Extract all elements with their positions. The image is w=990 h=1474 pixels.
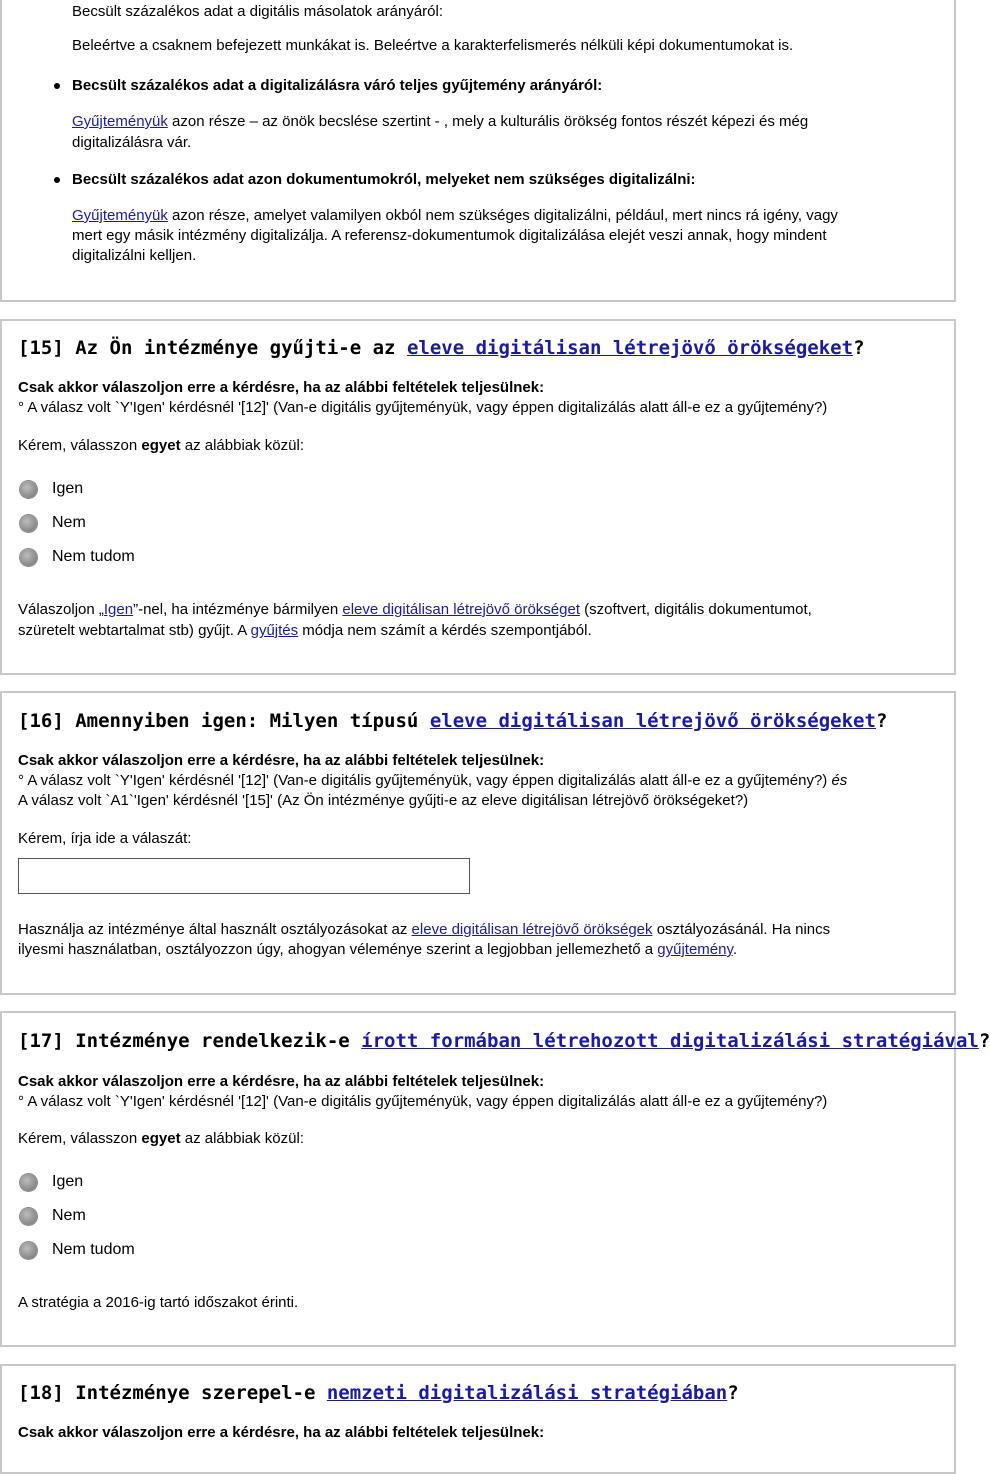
- radio-option-igen[interactable]: Igen: [20, 478, 83, 500]
- condition-title: Csak akkor válaszoljon erre a kérdésre, ha az alábbi feltételek teljesülnek:: [18, 1073, 545, 1090]
- help-text-cont: ilyesmi használatban, osztályozzon úgy, ahogyan véleménye szerint a legjobban jellemezhető a gyűjtemény.: [18, 941, 738, 958]
- condition-item: ° A válasz volt `Y'Igen' kérdésnél '[12]' (Van-e digitális gyűjteményük, vagy éppen digitalizálás alatt áll-e ez a gyűjtemény?) és: [18, 772, 848, 789]
- radio-button-icon[interactable]: [20, 1208, 37, 1225]
- radio-button-icon[interactable]: [20, 1242, 37, 1259]
- glossary-link-born-digital[interactable]: eleve digitálisan létrejövő örökségeket: [406, 337, 854, 359]
- glossary-link-digitization-strategy[interactable]: írott formában létrehozott digitalizálási stratégiával: [361, 1030, 979, 1052]
- awaiting-digitization-label: Becsült százalékos adat a digitalizálásra váró teljes gyűjtemény arányáról:: [72, 77, 603, 94]
- igen-link[interactable]: Igen: [103, 601, 134, 618]
- glossary-link-born-digital[interactable]: eleve digitálisan létrejövő örökségek: [411, 921, 653, 938]
- condition-title: Csak akkor válaszoljon erre a kérdésre, ha az alábbi feltételek teljesülnek:: [18, 379, 545, 396]
- radio-option-nem-tudom[interactable]: Nem tudom: [20, 1239, 135, 1261]
- glossary-link-gyujtemenyuk[interactable]: Gyűjteményük: [72, 207, 168, 224]
- bullet-icon: [54, 177, 60, 183]
- question-title-16: [16] Amennyiben igen: Milyen típusú eleve digitálisan létrejövő örökségeket?: [18, 710, 888, 732]
- glossary-link-gyujtemenyuk[interactable]: Gyűjteményük: [72, 113, 168, 130]
- question-block-18: [0, 1364, 956, 1474]
- radio-option-igen[interactable]: Igen: [20, 1171, 83, 1193]
- condition-item: A válasz volt `A1`'Igen' kérdésnél '[15]' (Az Ön intézménye gyűjti-e az eleve digitálisan létrejövő örökségeket?): [18, 792, 749, 809]
- glossary-link-gyujtes[interactable]: gyűjtés: [250, 622, 299, 639]
- question-title-18: [18] Intézménye szerepel-e nemzeti digitalizálási stratégiában?: [18, 1382, 739, 1404]
- radio-button-icon[interactable]: [20, 549, 37, 566]
- radio-button-icon[interactable]: [20, 1174, 37, 1191]
- help-text-cont: szüretelt webtartalmat stb) gyűjt. A gyűjtés módja nem számít a kérdés szempontjából.: [18, 622, 592, 639]
- glossary-link-born-digital[interactable]: eleve digitálisan létrejövő örökségeket: [429, 710, 876, 732]
- help-text: Válaszoljon „Igen”-nel, ha intézménye bármilyen eleve digitálisan létrejövő örökséget (szoftvert, digitális dokumentumot,: [18, 601, 812, 618]
- digital-copies-help: Beleértve a csaknem befejezett munkákat is. Beleértve a karakterfelismerés nélküli képi dokumentumokat is.: [72, 37, 794, 54]
- radio-button-icon[interactable]: [20, 515, 37, 532]
- radio-option-nem[interactable]: Nem: [20, 1205, 86, 1227]
- answer-input[interactable]: [18, 858, 470, 894]
- radio-button-icon[interactable]: [20, 481, 37, 498]
- condition-title: Csak akkor válaszoljon erre a kérdésre, ha az alábbi feltételek teljesülnek:: [18, 752, 545, 769]
- radio-option-nem[interactable]: Nem: [20, 512, 86, 534]
- condition-title: Csak akkor válaszoljon erre a kérdésre, ha az alábbi feltételek teljesülnek:: [18, 1424, 545, 1441]
- glossary-link-gyujtemeny[interactable]: gyűjtemény: [657, 941, 733, 958]
- no-need-digitization-help-end: digitalizálni kelljen.: [72, 247, 197, 264]
- glossary-link-national-strategy[interactable]: nemzeti digitalizálási stratégiában: [326, 1382, 728, 1404]
- instruction-text: Kérem, írja ide a válaszát:: [18, 830, 192, 847]
- question-title-17: [17] Intézménye rendelkezik-e írott formában létrehozott digitalizálási stratégiával?: [18, 1030, 990, 1052]
- no-need-digitization-help-cont: mert egy másik intézmény digitalizálja. A referensz-dokumentumok digitalizálása elejét veszi annak, hogy mindent: [72, 227, 827, 244]
- radio-option-nem-tudom[interactable]: Nem tudom: [20, 546, 135, 568]
- no-need-digitization-label: Becsült százalékos adat azon dokumentumokról, melyeket nem szükséges digitalizálni:: [72, 171, 696, 188]
- instruction-text: Kérem, válasszon egyet az alábbiak közül:: [18, 1130, 304, 1147]
- bullet-icon: [54, 83, 60, 89]
- help-text: Használja az intézménye által használt osztályozásokat az eleve digitálisan létrejövő örökségek osztályozásánál. Ha nincs: [18, 921, 831, 938]
- no-need-digitization-help: Gyűjteményük azon része, amelyet valamilyen okból nem szükséges digitalizálni, például, mert nincs rá igény, vagy: [72, 207, 838, 224]
- help-text: A stratégia a 2016-ig tartó időszakot érinti.: [18, 1294, 299, 1311]
- condition-item: ° A válasz volt `Y'Igen' kérdésnél '[12]' (Van-e digitális gyűjteményük, vagy éppen digitalizálás alatt áll-e ez a gyűjtemény?): [18, 399, 828, 416]
- glossary-link-born-digital[interactable]: eleve digitálisan létrejövő örökséget: [342, 601, 581, 618]
- digital-copies-label: Becsült százalékos adat a digitális másolatok arányáról:: [72, 3, 444, 20]
- instruction-text: Kérem, válasszon egyet az alábbiak közül:: [18, 437, 304, 454]
- awaiting-digitization-help-cont: digitalizálásra vár.: [72, 134, 192, 151]
- question-title-15: [15] Az Ön intézménye gyűjti-e az eleve digitálisan létrejövő örökségeket?: [18, 337, 865, 359]
- awaiting-digitization-help: Gyűjteményük azon része – az önök becslése szertint - , mely a kulturális örökség fontos részét képezi és még: [72, 113, 809, 130]
- condition-item: ° A válasz volt `Y'Igen' kérdésnél '[12]' (Van-e digitális gyűjteményük, vagy éppen digitalizálás alatt áll-e ez a gyűjtemény?): [18, 1093, 828, 1110]
